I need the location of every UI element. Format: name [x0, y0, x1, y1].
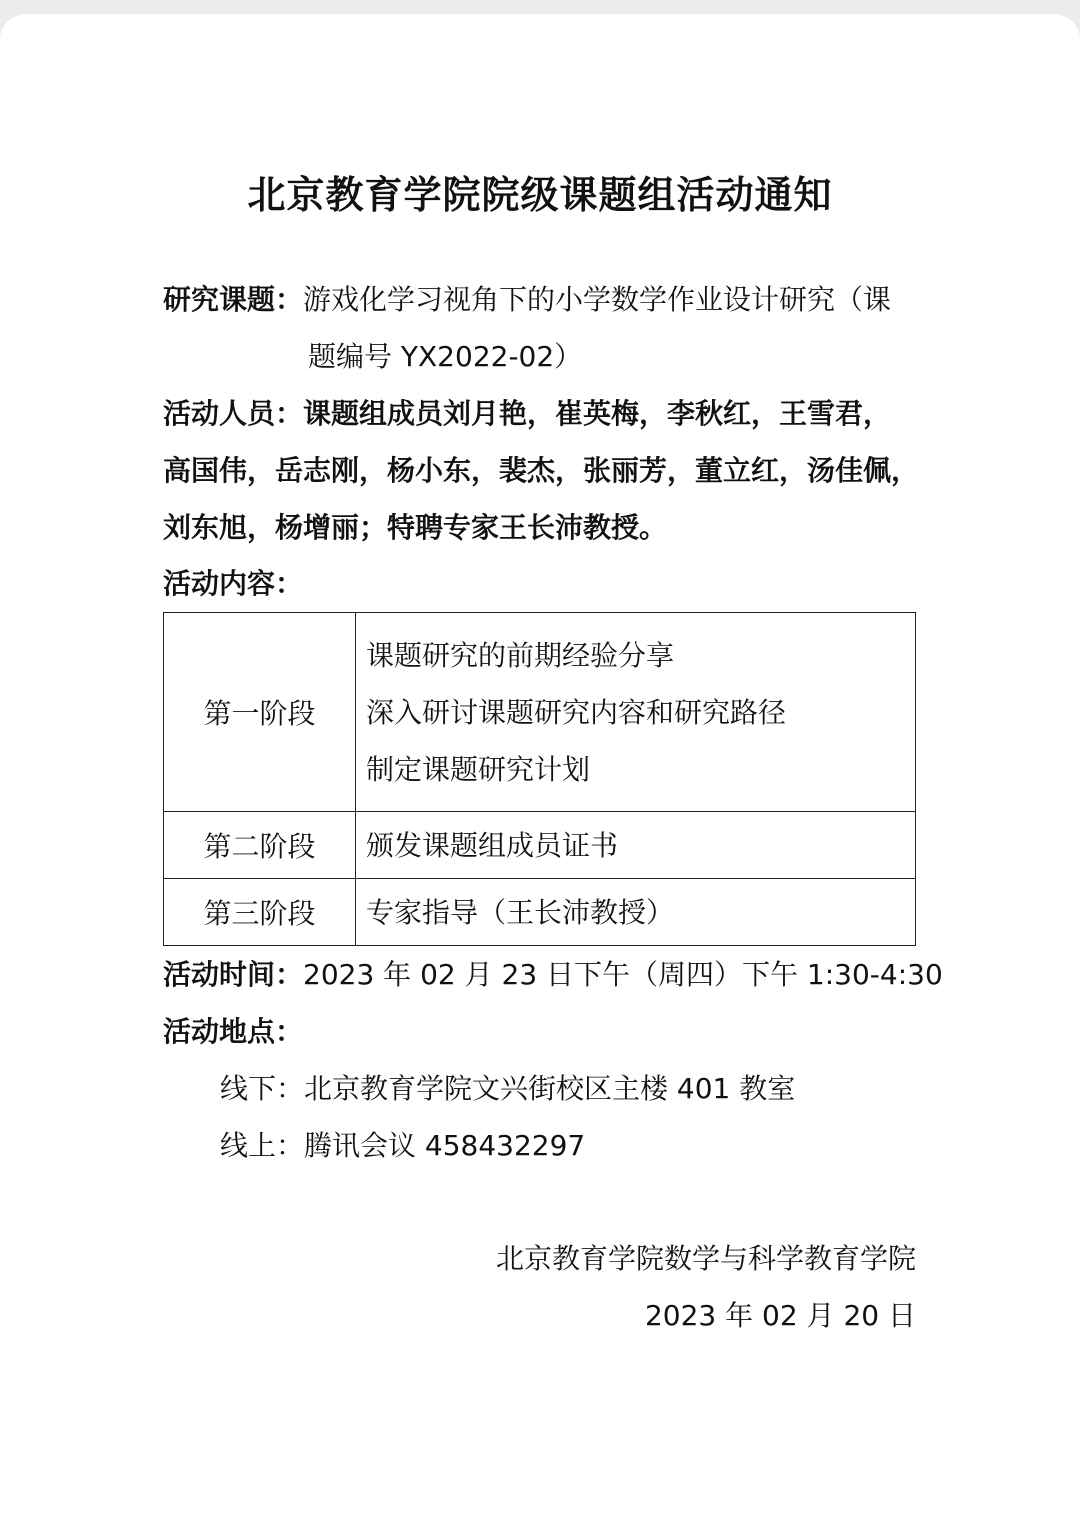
- signature-org: 北京教育学院数学与科学教育学院: [495, 1242, 916, 1275]
- offline-row: [220, 1069, 795, 1109]
- online-label: 线上：: [220, 1129, 305, 1162]
- table-row: [164, 613, 916, 812]
- topic-text-line2: 题编号 YX2022-02）: [308, 340, 583, 373]
- participants-line3: 刘东旭，杨增丽；特聘专家王长沛教授。: [163, 511, 668, 544]
- participants-line1: 课题组成员刘月艳，崔英梅，李秋红，王雪君，: [303, 397, 892, 430]
- time-value: 2023 年 02 月 23 日下午（周四）下午 1:30-4:30: [303, 958, 943, 991]
- stage-name: 第三阶段: [164, 879, 356, 946]
- stage-items: [356, 613, 916, 812]
- topic-row: [163, 280, 891, 320]
- participants-line2: 高国伟，岳志刚，杨小东，裴杰，张丽芳，董立红，汤佳佩，: [163, 454, 920, 487]
- signature-date: 2023 年 02 月 20 日: [644, 1299, 916, 1332]
- stage-item: 颁发课题组成员证书: [366, 828, 619, 862]
- stage-name: 第二阶段: [164, 812, 356, 879]
- stage-item: 深入研讨课题研究内容和研究路径: [366, 695, 787, 729]
- online-value: 腾讯会议 458432297: [304, 1129, 586, 1162]
- time-label: 活动时间：: [163, 958, 304, 991]
- notice-page: [0, 14, 1080, 1529]
- stage-item: 课题研究的前期经验分享: [366, 638, 675, 672]
- stages-table: [163, 612, 916, 946]
- page-title: 北京教育学院院级课题组活动通知: [247, 173, 833, 217]
- stage-items: [356, 879, 916, 946]
- content-label: 活动内容：: [163, 567, 304, 600]
- stage-items: [356, 812, 916, 879]
- time-row: [163, 955, 943, 995]
- stage-item: 专家指导（王长沛教授）: [366, 895, 675, 929]
- topic-label: 研究课题：: [163, 283, 304, 316]
- stage-name: 第一阶段: [164, 613, 356, 812]
- location-label: 活动地点：: [163, 1015, 304, 1048]
- participants-label: 活动人员：: [163, 397, 304, 430]
- offline-label: 线下：: [220, 1072, 305, 1105]
- online-row: [220, 1126, 585, 1166]
- table-row: [164, 812, 916, 879]
- stage-item: 制定课题研究计划: [366, 752, 591, 786]
- table-row: [164, 879, 916, 946]
- offline-value: 北京教育学院文兴街校区主楼 401 教室: [304, 1072, 796, 1105]
- participants-row: [163, 394, 891, 434]
- topic-text-line1: 游戏化学习视角下的小学数学作业设计研究（课: [303, 283, 892, 316]
